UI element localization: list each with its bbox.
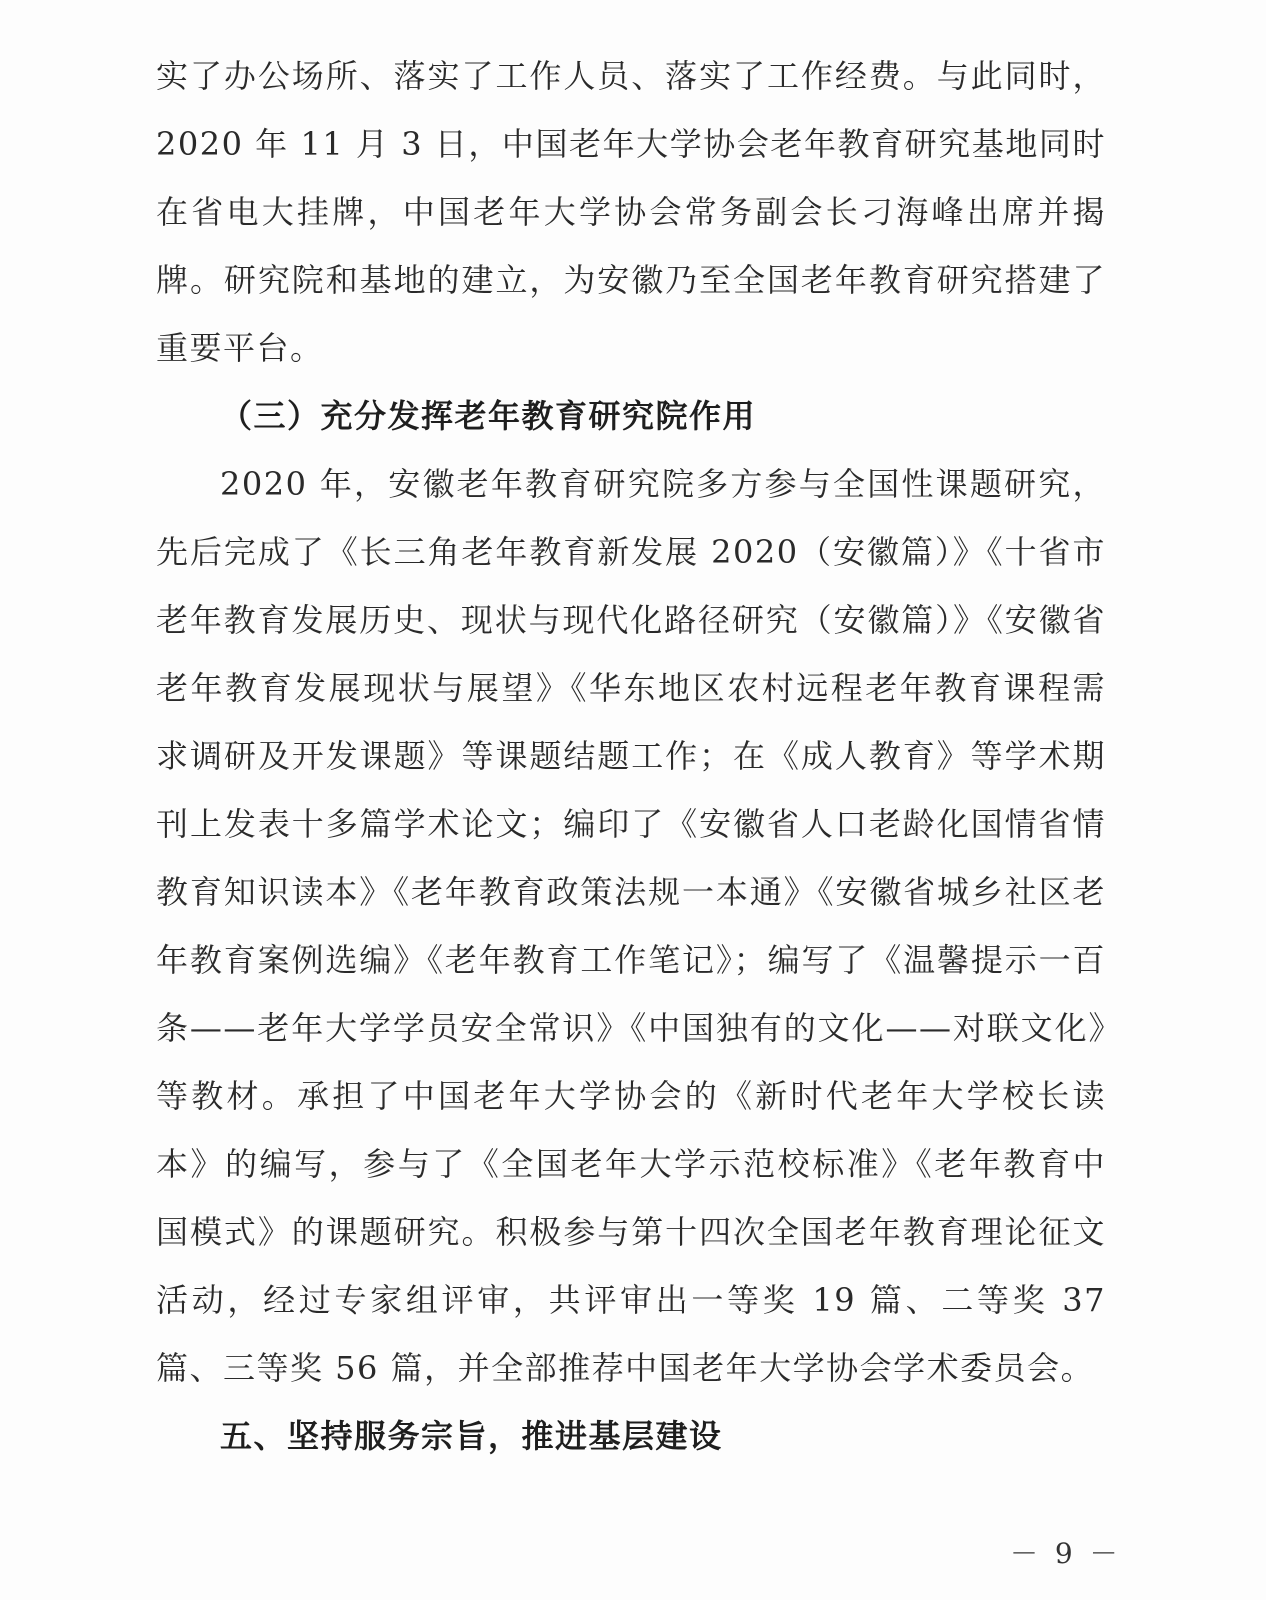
document-body: [156, 42, 1106, 1470]
page-number: － 9 －: [1010, 1537, 1122, 1570]
subsection-heading: （三）充分发挥老年教育研究院作用: [220, 397, 757, 435]
section-heading: 五、坚持服务宗旨，推进基层建设: [220, 1417, 723, 1455]
paragraph-research: 2020 年，安徽老年教育研究院多方参与全国性课题研究，先后完成了《长三角老年教育新发展 2020（安徽篇）》《十省市老年教育发展历史、现状与现代化路径研究（安徽篇）》《安徽省老年教育发展现状与展望》《华东地区农村远程老年教育课程需求调研及开发课题》等课题结题工作；在《成人教育》等学术期刊上发表十多篇学术论文；编印了《安徽省人口老龄化国情省情教育知识读本》《老年教育政策法规一本通》《安徽省城乡社区老年教育案例选编》《老年教育工作笔记》；编写了《温馨提示一百条——老年大学学员安全常识》《中国独有的文化——对联文化》等教材。承担了中国老年大学协会的《新时代老年大学校长读本》的编写，参与了《全国老年大学示范校标准》《老年教育中国模式》的课题研究。积极参与第十四次全国老年教育理论征文活动，经过专家组评审，共评审出一等奖 19 篇、二等奖 37 篇、三等奖 56 篇，并全部推荐中国老年大学协会学术委员会。: [156, 465, 1106, 1387]
paragraph-continuation: 实了办公场所、落实了工作人员、落实了工作经费。与此同时，2020 年 11 月 3 日，中国老年大学协会老年教育研究基地同时在省电大挂牌，中国老年大学协会常务副会长刁海峰出席并揭牌。研究院和基地的建立，为安徽乃至全国老年教育研究搭建了重要平台。: [156, 57, 1106, 367]
